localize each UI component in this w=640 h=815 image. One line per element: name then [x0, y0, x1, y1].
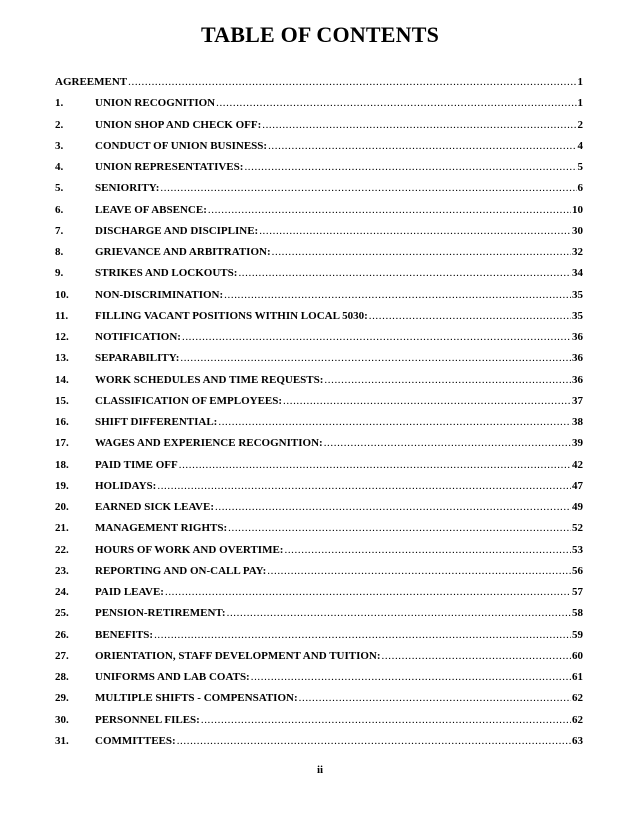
toc-entry[interactable]: [55, 629, 583, 650]
toc-entry-title: MULTIPLE SHIFTS - COMPENSATION:: [95, 692, 298, 705]
toc-entry-number: 12.: [55, 331, 69, 343]
toc-dot-leader: [324, 437, 571, 449]
toc-entry-title: PAID TIME OFF: [95, 458, 178, 471]
toc-entry[interactable]: [55, 714, 583, 735]
toc-entry-number: 21.: [55, 522, 69, 535]
page-title: TABLE OF CONTENTS: [200, 22, 440, 47]
toc-entry-number: 20.: [55, 501, 69, 513]
toc-entry[interactable]: [55, 352, 583, 373]
toc-entry-number: 10.: [55, 288, 69, 301]
toc-dot-leader: [128, 76, 576, 88]
toc-entry-page: 4: [577, 139, 583, 152]
toc-entry[interactable]: [55, 97, 583, 118]
toc-entry-title: PENSION-RETIREMENT:: [95, 607, 226, 620]
toc-entry-title: BENEFITS:: [95, 628, 154, 641]
toc-entry-page: 36: [572, 352, 583, 365]
toc-entry[interactable]: [55, 76, 583, 97]
toc-entry-title: UNION REPRESENTATIVES:: [95, 161, 244, 173]
toc-entry-page: 62: [572, 692, 583, 705]
toc-entry[interactable]: [55, 374, 583, 395]
toc-entry[interactable]: [55, 119, 583, 140]
toc-entry[interactable]: [55, 204, 583, 225]
toc-entry-title: WORK SCHEDULES AND TIME REQUESTS:: [95, 373, 324, 386]
toc-entry-title: UNION RECOGNITION: [95, 97, 216, 110]
toc-entry-page: 38: [572, 416, 583, 428]
toc-entry[interactable]: [55, 692, 583, 713]
toc-entry-number: 28.: [55, 671, 69, 683]
toc-entry[interactable]: [55, 607, 583, 628]
toc-entry-number: 2.: [55, 118, 64, 131]
toc-entry-number: 22.: [55, 543, 69, 556]
toc-entry-page: 53: [572, 543, 583, 556]
toc-dot-leader: [227, 607, 571, 619]
toc-dot-leader: [369, 310, 571, 322]
toc-entry-number: 19.: [55, 479, 69, 492]
toc-entry-title: AGREEMENT: [55, 76, 128, 88]
toc-dot-leader: [208, 204, 571, 216]
toc-entry-title: REPORTING AND ON-CALL PAY:: [95, 564, 267, 577]
toc-dot-leader: [182, 331, 571, 343]
toc-dot-leader: [262, 119, 576, 131]
toc-entry-number: 9.: [55, 267, 64, 280]
toc-entry-page: 2: [577, 118, 583, 131]
toc-entry-number: 16.: [55, 416, 69, 428]
toc-entry-title: ORIENTATION, STAFF DEVELOPMENT AND TUITION:: [95, 649, 381, 662]
toc-entry-title: STRIKES AND LOCKOUTS:: [95, 267, 238, 280]
toc-dot-leader: [244, 161, 576, 173]
toc-dot-leader: [267, 565, 571, 577]
toc-entry-page: 35: [572, 288, 583, 301]
toc-dot-leader: [180, 352, 571, 364]
toc-entry-page: 6: [577, 182, 583, 195]
toc-entry-page: 60: [572, 649, 583, 662]
toc-dot-leader: [251, 671, 571, 683]
toc-entry-title: DISCHARGE AND DISCIPLINE:: [95, 224, 259, 237]
toc-entry[interactable]: [55, 565, 583, 586]
toc-entry-title: LEAVE OF ABSENCE:: [95, 203, 207, 216]
toc-entry-title: SHIFT DIFFERENTIAL:: [95, 416, 218, 428]
toc-entry-page: 5: [577, 161, 583, 173]
toc-dot-leader: [165, 586, 571, 598]
toc-entry[interactable]: [55, 182, 583, 203]
toc-entry[interactable]: [55, 459, 583, 480]
toc-entry-number: 18.: [55, 458, 69, 471]
toc-entry[interactable]: [55, 161, 583, 182]
toc-dot-leader: [215, 501, 571, 513]
toc-entry-number: 15.: [55, 394, 69, 407]
toc-entry-page: 42: [572, 458, 583, 471]
table-of-contents: [55, 76, 583, 756]
toc-entry[interactable]: [55, 650, 583, 671]
toc-entry-title: SEPARABILITY:: [95, 352, 180, 365]
toc-entry[interactable]: [55, 267, 583, 288]
toc-entry-title: COMMITTEES:: [95, 734, 176, 747]
toc-entry-title: PAID LEAVE:: [95, 586, 164, 598]
toc-entry-page: 49: [572, 501, 583, 513]
toc-entry-page: 59: [572, 628, 583, 641]
toc-entry-number: 17.: [55, 437, 69, 450]
toc-dot-leader: [268, 140, 576, 152]
toc-dot-leader: [224, 289, 571, 301]
toc-entry-page: 57: [572, 586, 583, 598]
toc-dot-leader: [284, 544, 571, 556]
toc-entry[interactable]: [55, 671, 583, 692]
toc-entry-number: 30.: [55, 713, 69, 726]
toc-entry-number: 1.: [55, 97, 64, 110]
toc-entry-title: CLASSIFICATION OF EMPLOYEES:: [95, 394, 283, 407]
toc-entry-page: 63: [572, 734, 583, 747]
toc-entry-page: 37: [572, 394, 583, 407]
toc-dot-leader: [238, 267, 571, 279]
toc-entry-page: 47: [572, 479, 583, 492]
toc-dot-leader: [157, 480, 571, 492]
toc-dot-leader: [324, 374, 571, 386]
toc-entry-page: 58: [572, 607, 583, 620]
toc-entry[interactable]: [55, 310, 583, 331]
toc-entry-title: HOURS OF WORK AND OVERTIME:: [95, 543, 284, 556]
toc-entry-page: 61: [572, 671, 583, 683]
toc-entry-number: 23.: [55, 564, 69, 577]
toc-entry-number: 24.: [55, 586, 69, 598]
toc-entry[interactable]: [55, 246, 583, 267]
toc-entry-page: 1: [577, 97, 583, 110]
toc-entry-number: 3.: [55, 139, 64, 152]
toc-entry-number: 25.: [55, 607, 69, 620]
toc-entry-number: 26.: [55, 628, 69, 641]
page-number: ii: [316, 764, 324, 776]
toc-entry-number: 13.: [55, 352, 69, 365]
toc-entry[interactable]: [55, 416, 583, 437]
toc-entry-page: 32: [572, 246, 583, 258]
toc-dot-leader: [228, 522, 571, 534]
toc-entry[interactable]: [55, 140, 583, 161]
toc-dot-leader: [259, 225, 571, 237]
toc-dot-leader: [154, 629, 571, 641]
toc-entry[interactable]: [55, 544, 583, 565]
toc-entry-page: 34: [572, 267, 583, 280]
toc-entry[interactable]: [55, 437, 583, 458]
toc-entry-number: 7.: [55, 224, 64, 237]
toc-entry-title: SENIORITY:: [95, 182, 160, 195]
toc-entry-number: 11.: [55, 309, 69, 322]
toc-entry-page: 10: [572, 203, 583, 216]
toc-dot-leader: [218, 416, 571, 428]
toc-entry-title: CONDUCT OF UNION BUSINESS:: [95, 139, 268, 152]
toc-entry[interactable]: [55, 480, 583, 501]
toc-dot-leader: [179, 459, 571, 471]
toc-dot-leader: [177, 735, 571, 747]
toc-entry-title: MANAGEMENT RIGHTS:: [95, 522, 228, 535]
toc-dot-leader: [201, 714, 571, 726]
toc-dot-leader: [382, 650, 571, 662]
toc-entry-number: 5.: [55, 182, 64, 195]
toc-entry-page: 62: [572, 713, 583, 726]
toc-entry-title: UNION SHOP AND CHECK OFF:: [95, 118, 262, 131]
toc-entry[interactable]: [55, 395, 583, 416]
toc-entry-page: 39: [572, 437, 583, 450]
toc-entry[interactable]: [55, 225, 583, 246]
toc-dot-leader: [272, 246, 571, 258]
toc-entry-title: NON-DISCRIMINATION:: [95, 288, 224, 301]
toc-entry-title: FILLING VACANT POSITIONS WITHIN LOCAL 5030:: [95, 309, 368, 322]
toc-entry-page: 56: [572, 564, 583, 577]
toc-dot-leader: [283, 395, 571, 407]
toc-entry-page: 35: [572, 309, 583, 322]
toc-entry-number: 6.: [55, 203, 64, 216]
toc-entry-page: 36: [572, 331, 583, 343]
toc-entry-page: 52: [572, 522, 583, 535]
toc-entry[interactable]: [55, 331, 583, 352]
toc-entry-page: 30: [572, 224, 583, 237]
toc-entry-number: 14.: [55, 373, 69, 386]
toc-entry-page: 1: [577, 76, 583, 88]
toc-entry-number: 27.: [55, 649, 69, 662]
toc-entry[interactable]: [55, 586, 583, 607]
toc-dot-leader: [160, 182, 576, 194]
toc-entry-title: EARNED SICK LEAVE:: [95, 501, 214, 513]
toc-entry-title: PERSONNEL FILES:: [95, 713, 200, 726]
toc-entry-number: 8.: [55, 246, 64, 258]
toc-dot-leader: [216, 97, 576, 109]
toc-entry-title: GRIEVANCE AND ARBITRATION:: [95, 246, 271, 258]
toc-entry-page: 36: [572, 373, 583, 386]
toc-entry[interactable]: [55, 735, 583, 756]
toc-entry[interactable]: [55, 501, 583, 522]
toc-entry-number: 4.: [55, 161, 64, 173]
toc-entry-number: 31.: [55, 734, 69, 747]
toc-entry[interactable]: [55, 522, 583, 543]
toc-entry-title: NOTIFICATION:: [95, 331, 181, 343]
toc-dot-leader: [299, 692, 571, 704]
toc-entry-title: WAGES AND EXPERIENCE RECOGNITION:: [95, 437, 323, 450]
toc-entry-title: HOLIDAYS:: [95, 479, 157, 492]
toc-entry[interactable]: [55, 289, 583, 310]
toc-entry-title: UNIFORMS AND LAB COATS:: [95, 671, 250, 683]
toc-entry-number: 29.: [55, 692, 69, 705]
